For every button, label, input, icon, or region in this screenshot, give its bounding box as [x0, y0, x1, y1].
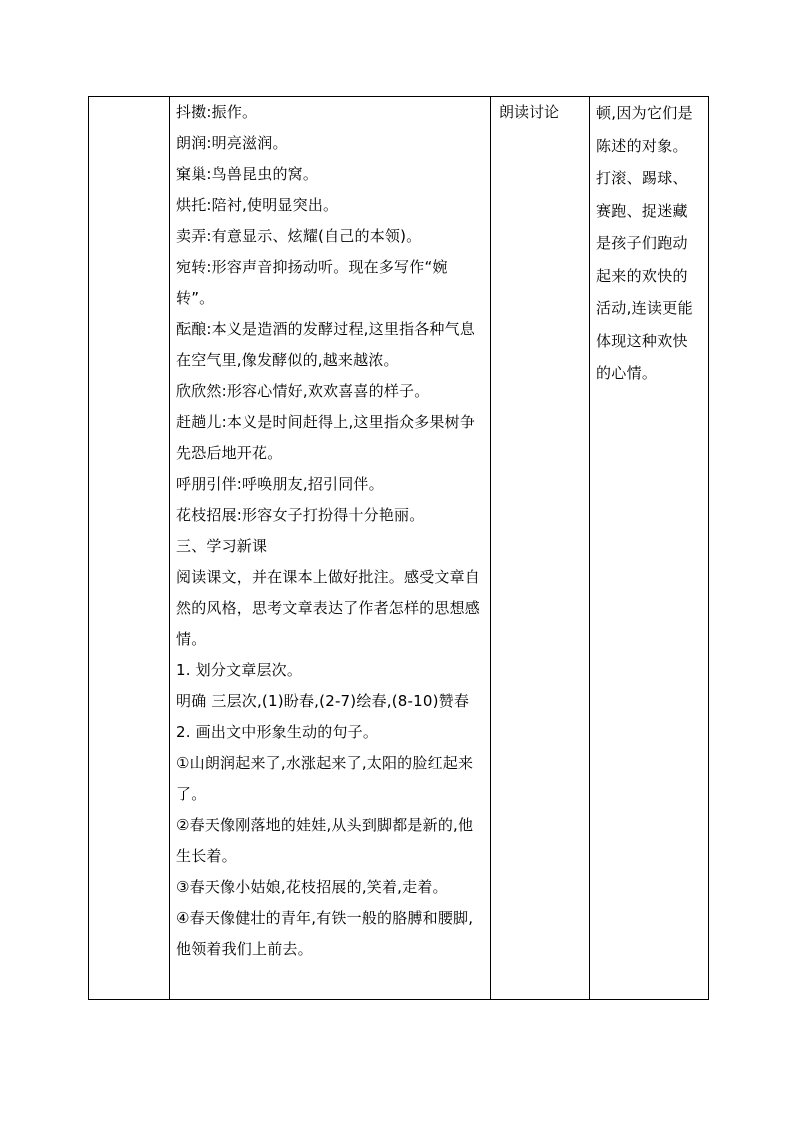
table-row: [89, 97, 709, 1000]
content-line: ④春天像健壮的青年,有铁一般的胳膊和腰脚,他领着我们上前去。: [176, 909, 474, 958]
content-line: 烘托:陪衬,使明显突出。: [176, 196, 339, 214]
content-line: 抖擞:振作。: [176, 103, 258, 121]
empty-cell: [89, 97, 170, 1000]
method-cell: [491, 97, 590, 1000]
content-line: 1. 划分文章层次。: [176, 661, 303, 679]
content-line: 卖弄:有意显示、炫耀(自己的本领)。: [176, 227, 422, 245]
content-line: 宛转:形容声音抑扬动听。现在多写作“婉转”。: [176, 258, 448, 307]
content-line: ③春天像小姑娘,花枝招展的,笑着,走着。: [176, 878, 448, 896]
content-line: ①山朗润起来了,水涨起来了,太阳的脸红起来了。: [176, 754, 474, 803]
note-cell: [590, 97, 709, 1000]
content-line: 2. 画出文中形象生动的句子。: [176, 723, 379, 741]
content-line: 明确 三层次,(1)盼春,(2-7)绘春,(8-10)赞春: [176, 692, 470, 710]
teaching-content-cell: [170, 97, 491, 1000]
section-heading: 三、学习新课: [176, 537, 268, 555]
content-line: 花枝招展:形容女子打扮得十分艳丽。: [176, 506, 425, 524]
content-line: ②春天像刚落地的娃娃,从头到脚都是新的,他生长着。: [176, 816, 474, 865]
content-line: 窠巢:鸟兽昆虫的窝。: [176, 165, 319, 183]
content-line: 赶趟儿:本义是时间赶得上,这里指众多果树争先恐后地开花。: [176, 413, 476, 462]
content-line: 阅读课文，并在课本上做好批注。感受文章自然的风格，思考文章表达了作者怎样的思想感情。: [176, 568, 481, 648]
content-line: 欣欣然:形容心情好,欢欢喜喜的样子。: [176, 382, 430, 400]
design-note: 顿,因为它们是陈述的对象。打滚、踢球、赛跑、捉迷藏是孩子们跑动起来的欢快的活动,连读更能体现这种欢快的心情。: [596, 104, 693, 382]
content-line: 酝酿:本义是造酒的发酵过程,这里指各种气息在空气里,像发酵似的,越来越浓。: [176, 320, 476, 369]
teaching-content: [170, 97, 490, 965]
lesson-plan-table: [88, 96, 709, 1000]
content-line: 朗润:明亮滋润。: [176, 134, 288, 152]
teaching-method: 朗读讨论: [499, 103, 560, 121]
content-line: 呼朋引伴:呼唤朋友,招引同伴。: [176, 475, 384, 493]
